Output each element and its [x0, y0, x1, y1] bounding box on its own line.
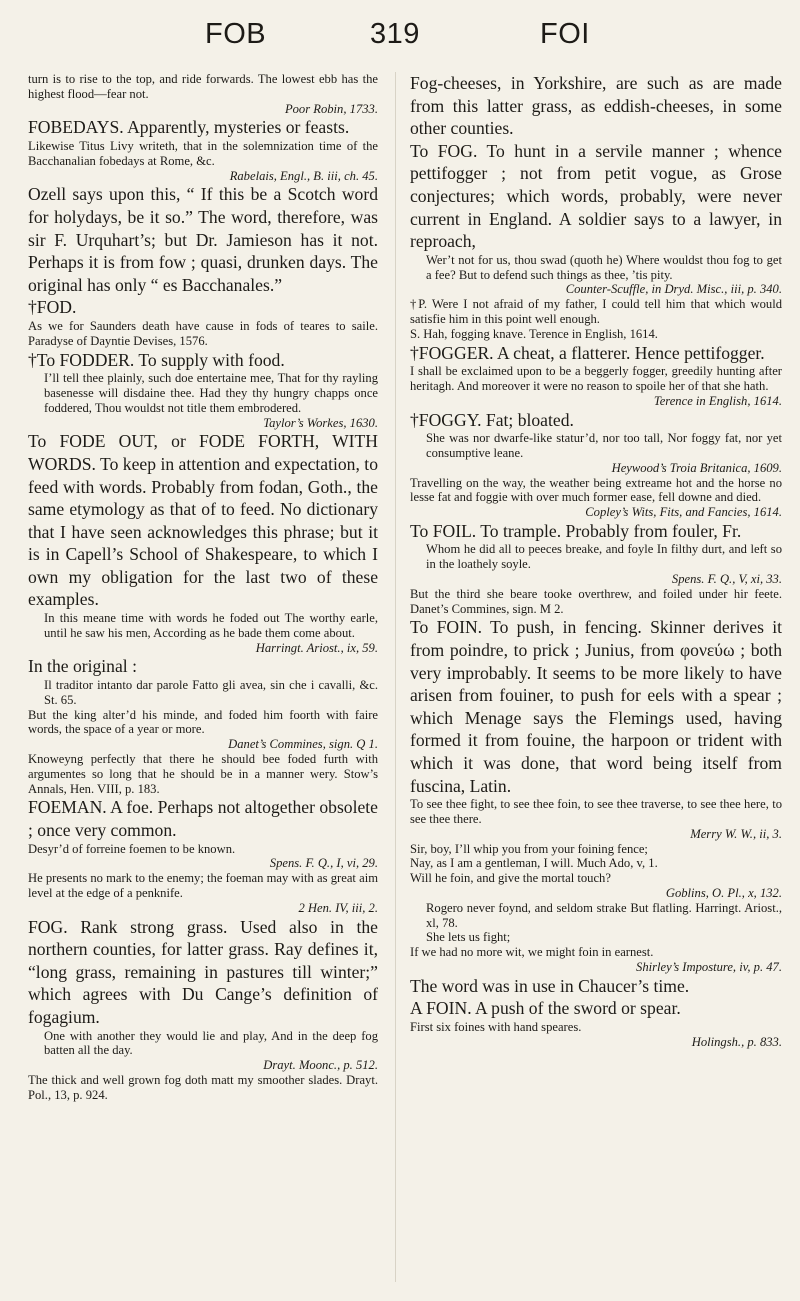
right-paragraph: Whom he did all to peeces breake, and foyle In filthy durt, and left so in the loathely soyle. [426, 542, 782, 572]
right-paragraph: Merry W. W., ii, 3. [690, 826, 782, 841]
left-paragraph: turn is to rise to the top, and ride forwards. The lowest ebb has the highest flood—fear not. [28, 72, 378, 101]
left-paragraph: As we for Saunders death have cause in fods of teares to saile. Paradyse of Dayntie Devises, 1576. [28, 318, 378, 348]
right-paragraph: Travelling on the way, the weather being extreame hot and the horse no lesse fat and foggie with over much former ease, fell downe and died. [410, 475, 782, 505]
right-paragraph: Will he foin, and give the mortal touch? [410, 871, 611, 886]
right-paragraph: Sir, boy, I’ll whip you from your foining fence; [410, 841, 648, 856]
right-paragraph: First six foines with hand speares. [410, 1019, 582, 1034]
right-paragraph: Fog-cheeses, in Yorkshire, are such as are made from this latter grass, as eddish-cheeses, in some other counties. [410, 73, 782, 139]
left-paragraph: I’ll tell thee plainly, such doe entertaine mee, That for thy rayling basenesse will disdaine thee. Had they thy hungry chapps once foddered, Thou wouldst not title them embrodered. [44, 371, 378, 415]
right-paragraph: Goblins, O. Pl., x, 132. [665, 886, 782, 900]
right-paragraph: Rogero never foynd, and seldom strake But flatling. Harringt. Ariost., xl, 78. [426, 900, 782, 930]
left-paragraph: In the original : [28, 656, 137, 677]
right-paragraph: To FOIL. To trample. Probably from fouler, Fr. [410, 520, 742, 541]
left-paragraph: Rabelais, Engl., B. iii, ch. 45. [229, 168, 378, 183]
left-paragraph: Knoweyng perfectly that there he should bee foded furth with argumentes so long that he should be in a manner wery. Stow’s Annals, Hen. VIII, p. 183. [28, 752, 378, 796]
left-paragraph: Drayt. Moonc., p. 512. [263, 1058, 378, 1073]
right-paragraph: The word was in use in Chaucer’s time. [410, 975, 690, 996]
right-paragraph: To see thee fight, to see thee foin, to see thee traverse, to see thee here, to see thee there. [410, 797, 782, 827]
left-paragraph: FOEMAN. A foe. Perhaps not altogether obsolete ; once very common. [28, 797, 378, 841]
left-paragraph: FOG. Rank strong grass. Used also in the northern counties, for latter grass. Ray defines it, “long grass, remaining in pastures till winter;” which agrees with Du Cange’s definition of fogagium. [28, 916, 378, 1027]
right-paragraph: S. Hah, fogging knave. Terence in English, 1614. [410, 326, 658, 341]
right-paragraph: †FOGGY. Fat; bloated. [410, 409, 574, 430]
left-paragraph: In this meane time with words he foded out The worthy earle, until he saw his men, According as he bade them come about. [44, 611, 378, 640]
right-column [410, 72, 782, 1287]
left-paragraph: Harringt. Ariost., ix, 59. [255, 640, 378, 655]
right-paragraph: Holingsh., p. 833. [691, 1034, 782, 1049]
right-paragraph: If we had no more wit, we might foin in earnest. [410, 945, 654, 960]
right-paragraph: Terence in English, 1614. [653, 393, 782, 408]
right-paragraph: A FOIN. A push of the sword or spear. [410, 998, 681, 1019]
left-column [28, 72, 378, 1287]
left-paragraph: He presents no mark to the enemy; the foeman may with as great aim level at the edge of a penknife. [28, 871, 378, 900]
left-paragraph: 2 Hen. IV, iii, 2. [298, 900, 378, 915]
right-paragraph: Heywood’s Troia Britanica, 1609. [611, 460, 782, 475]
left-paragraph: FOBEDAYS. Apparently, mysteries or feasts. [28, 117, 350, 138]
right-paragraph: Copley’s Wits, Fits, and Fancies, 1614. [585, 505, 782, 520]
right-paragraph: †P. Were I not afraid of my father, I could tell him that which would satisfie him in this point well enough. [410, 297, 782, 326]
page-number: 319 [370, 18, 420, 50]
right-paragraph: She lets us fight; [426, 930, 511, 945]
left-paragraph: Spens. F. Q., I, vi, 29. [269, 856, 378, 871]
right-paragraph: Nay, as I am a gentleman, I will. Much Ado, v, 1. [410, 856, 658, 871]
right-paragraph: Wer’t not for us, thou swad (quoth he) Where wouldst thou fog to get a fee? But to defend such things as thee, ’tis pity. [426, 252, 782, 282]
left-paragraph: †To FODDER. To supply with food. [28, 349, 285, 370]
right-paragraph: Shirley’s Imposture, iv, p. 47. [636, 959, 782, 974]
right-paragraph: Counter-Scuffle, in Dryd. Misc., iii, p. 340. [565, 282, 782, 297]
right-paragraph: To FOIN. To push, in fencing. Skinner derives it from poindre, to prick ; Junius, from φονεύω ; both very improbably. It seems to be more likely to have arisen from fouiner, to push for eels with a spear ; which Menage says the Flemings used, having formed it from fouine, the harpoon or trident with which it was done, that word being itself from fuscina, Latin. [410, 617, 782, 796]
left-paragraph: Danet’s Commines, sign. Q 1. [228, 737, 378, 752]
left-paragraph: The thick and well grown fog doth matt my smoother slades. Drayt. Pol., 13, p. 924. [28, 1072, 378, 1102]
header-left-word: FOB [205, 18, 267, 50]
right-paragraph: I shall be exclaimed upon to be a beggerly fogger, greedily hunting after heritagh. And moreover it were no reason to spoile her of that she hath. [410, 364, 782, 393]
left-paragraph: †FOD. [28, 297, 77, 318]
header-right-word: FOI [540, 18, 590, 50]
left-paragraph: Taylor’s Workes, 1630. [263, 415, 378, 430]
right-paragraph: Spens. F. Q., V, xi, 33. [671, 572, 782, 587]
left-paragraph: But the king alter’d his minde, and foded him foorth with faire words, the space of a year or more. [28, 707, 378, 737]
left-paragraph: Ozell says upon this, “ If this be a Scotch word for holydays, be it so.” The word, therefore, was sir F. Urquhart’s; but Dr. Jamieson has it not. Perhaps it is from fow ; quasi, drunken days. The original has only “ es Bacchanales.” [28, 184, 378, 295]
running-header [0, 14, 800, 54]
left-paragraph: To FODE OUT, or FODE FORTH, WITH WORDS. To keep in attention and expectation, to feed with words. Probably from fodan, Goth., the same etymology as that of to feed. No dictionary that I have seen acknowledges this phrase; but it is in Capell’s School of Shakespeare, to which I own my obligation for the last two of these examples. [28, 431, 378, 610]
right-paragraph: But the third she beare tooke overthrew, and foiled under hir feete. Danet’s Commines, sign. M 2. [410, 586, 782, 616]
left-paragraph: One with another they would lie and play, And in the deep fog batten all the day. [44, 1028, 378, 1058]
right-paragraph: To FOG. To hunt in a servile manner ; whence pettifogger ; not from petit vogue, as Grose conjectures; which words, probably, were never current in England. A soldier says to a lawyer, in reproach, [410, 140, 782, 252]
right-paragraph: †FOGGER. A cheat, a flatterer. Hence pettifogger. [410, 342, 765, 363]
column-divider [395, 72, 396, 1282]
left-paragraph: Likewise Titus Livy writeth, that in the solemnization time of the Bacchanalian fobedays at Rome, &c. [28, 138, 378, 168]
left-paragraph: Desyr’d of forreine foemen to be known. [28, 841, 236, 856]
left-paragraph: Il traditor intanto dar parole Fatto gli avea, sin che i cavalli, &c. St. 65. [44, 678, 378, 707]
left-paragraph: Poor Robin, 1733. [284, 101, 378, 116]
right-paragraph: She was nor dwarfe-like statur’d, nor too tall, Nor foggy fat, nor yet consumptive leane. [426, 431, 782, 460]
